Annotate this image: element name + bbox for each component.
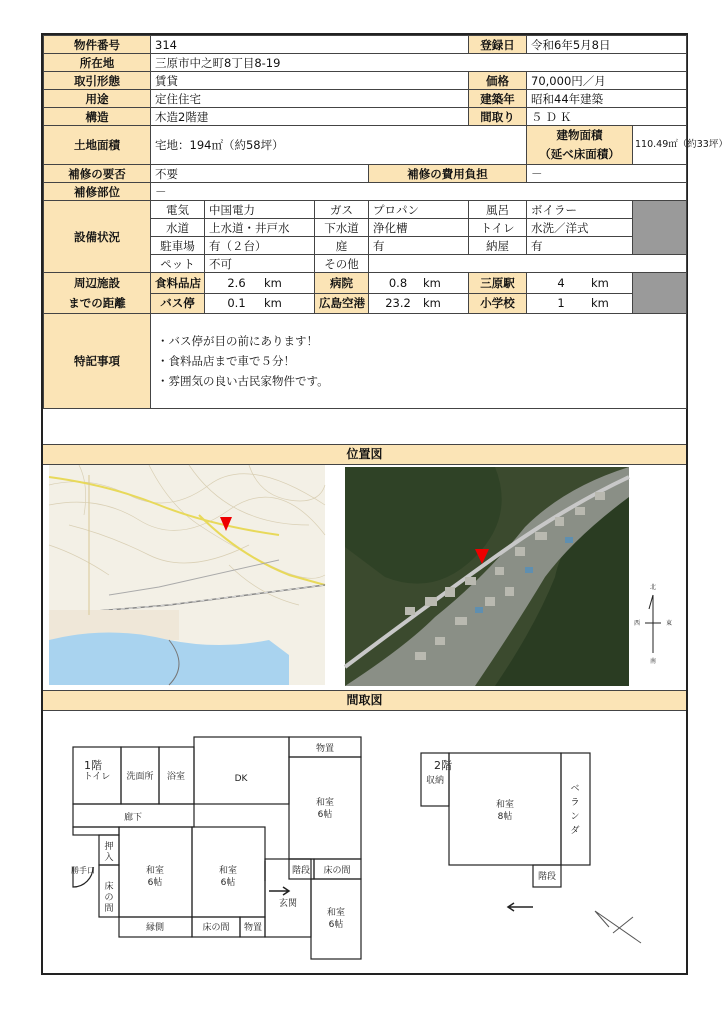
room-bath: 浴室 [166, 772, 186, 782]
facility-value: ボイラー [527, 201, 633, 219]
floor-area-label-1: 建物面積 [556, 128, 603, 142]
map-section-title: 位置図 [43, 444, 686, 465]
room-closet: 入 [104, 853, 114, 863]
facility-key: その他 [315, 255, 369, 273]
remark-line: ・バス停が目の前にあります！ [157, 334, 318, 348]
room-closet: 押 [104, 842, 114, 852]
room-entrance: 玄関 [278, 899, 298, 909]
repair-cost-value: － [527, 165, 687, 183]
unit-km: km [423, 296, 441, 311]
nearby-distance [205, 273, 315, 294]
price-value: 70,000円／月 [527, 72, 687, 90]
layout-value: ５ＤＫ [527, 108, 687, 126]
floor-area-label [527, 126, 633, 165]
nearby-key: 広島空港 [315, 293, 369, 314]
facility-value: 浄化槽 [369, 219, 469, 237]
facility-value: 有（２台） [205, 237, 315, 255]
room-veranda: ン [570, 812, 580, 822]
land-label: 土地面積 [44, 126, 151, 165]
room-washitsu: 和室 [495, 800, 515, 810]
deal-value: 賃貸 [151, 72, 469, 90]
nearby-key: 小学校 [469, 293, 527, 314]
layout-label: 間取り [469, 108, 527, 126]
room-washitsu: 和室 [326, 908, 346, 918]
facility-value: 水洗／洋式 [527, 219, 633, 237]
nearby-value: 1 [557, 296, 565, 311]
compass-south: 南 [649, 658, 657, 665]
unit-km: km [423, 275, 441, 290]
facility-key: 水道 [151, 219, 205, 237]
nearby-distance [205, 293, 315, 314]
registered-label: 登録日 [469, 36, 527, 54]
room-washitsu: 和室 [218, 866, 238, 876]
room-six: 6帖 [328, 920, 344, 930]
property-info-table [43, 35, 728, 409]
compass-small-icon [595, 911, 641, 943]
room-closet: 収納 [425, 776, 445, 786]
facility-key: トイレ [469, 219, 527, 237]
nearby-distance [369, 293, 469, 314]
use-label: 用途 [44, 90, 151, 108]
room-six: 6帖 [317, 810, 333, 820]
room-hallway: 廊下 [123, 813, 143, 823]
room-six: 6帖 [147, 878, 163, 888]
repair-part-label: 補修部位 [44, 183, 151, 201]
number-label: 物件番号 [44, 36, 151, 54]
facility-key: 納屋 [469, 237, 527, 255]
land-value: 宅地：194㎡（約58坪） [151, 126, 527, 165]
aerial-photo [345, 467, 629, 686]
structure-value: 木造2階建 [151, 108, 469, 126]
nearby-value: 0.8 [388, 275, 408, 290]
floor1-title: 1階 [84, 759, 102, 772]
floor-area-label-2: （延べ床面積） [539, 147, 620, 161]
floorplan-section-title: 間取図 [43, 690, 686, 711]
room-six: 6帖 [220, 878, 236, 888]
room-washitsu: 和室 [315, 798, 335, 808]
nearby-key: 食料品店 [151, 273, 205, 294]
compass-west: 西 [633, 620, 641, 627]
unit-km: km [264, 296, 282, 311]
nearby-value: 4 [557, 275, 565, 290]
room-toilet: トイレ [83, 772, 111, 782]
floor2-title: 2階 [434, 759, 452, 772]
room-stairs: 階段 [537, 872, 557, 882]
facility-value: プロパン [369, 201, 469, 219]
facility-key: 庭 [315, 237, 369, 255]
nearby-distance [369, 273, 469, 294]
nearby-blank [633, 273, 687, 314]
room-tokonoma: 床の間 [202, 923, 230, 933]
nearby-key: 三原駅 [469, 273, 527, 294]
facility-key: 駐車場 [151, 237, 205, 255]
nearby-key: 病院 [315, 273, 369, 294]
room-storage: 物置 [315, 744, 335, 754]
unit-km: km [591, 296, 609, 311]
facility-value: 有 [369, 237, 469, 255]
property-sheet [41, 33, 728, 975]
built-label: 建築年 [469, 90, 527, 108]
repair-part-value: － [151, 183, 687, 201]
facility-key: 風呂 [469, 201, 527, 219]
compass-north: 北 [649, 584, 657, 591]
room-veranda: ラ [570, 798, 580, 808]
remark-line: ・雰囲気の良い古民家物件です。 [157, 374, 329, 388]
nearby-label [44, 273, 151, 314]
room-washroom: 洗面所 [126, 772, 154, 782]
compass-icon [633, 575, 673, 665]
room-engawa: 縁側 [145, 923, 165, 933]
remark-line: ・食料品店まで車で５分！ [157, 354, 295, 368]
facility-value: 不可 [205, 255, 315, 273]
nearby-value: 2.6 [227, 275, 246, 290]
repair-value: 不要 [151, 165, 369, 183]
property-number: 314 [151, 36, 469, 54]
remarks-box [151, 314, 687, 409]
facility-key: ペット [151, 255, 205, 273]
room-veranda: ダ [570, 826, 580, 836]
facility-key: 下水道 [315, 219, 369, 237]
room-storage: 物置 [243, 923, 263, 933]
facility-value: 有 [527, 237, 633, 255]
room-tokonoma-v: 床 [104, 882, 114, 892]
facility-key: ガス [315, 201, 369, 219]
location-label: 所在地 [44, 54, 151, 72]
nearby-key: バス停 [151, 293, 205, 314]
nearby-label-2: までの距離 [68, 296, 126, 310]
room-veranda: ベ [570, 784, 580, 794]
repair-cost-label: 補修の費用負担 [369, 165, 527, 183]
use-value: 定住住宅 [151, 90, 469, 108]
nearby-value: 23.2 [385, 296, 411, 311]
unit-km: km [264, 275, 282, 290]
repair-label: 補修の要否 [44, 165, 151, 183]
room-tokonoma: 床の間 [323, 866, 351, 876]
facilities-label: 設備状況 [44, 201, 151, 273]
deal-label: 取引形態 [44, 72, 151, 90]
structure-label: 構造 [44, 108, 151, 126]
location-value: 三原市中之町8丁目8-19 [151, 54, 687, 72]
nearby-label-1: 周辺施設 [74, 276, 120, 290]
nearby-distance [527, 273, 633, 294]
nearby-distance [527, 293, 633, 314]
room-dk: DK [234, 774, 248, 784]
room-tokonoma-v: の [104, 893, 114, 903]
topographic-map [49, 465, 325, 685]
facility-value [369, 255, 687, 273]
room-tokonoma-v: 間 [104, 904, 114, 914]
unit-km: km [591, 275, 609, 290]
facility-value: 中国電力 [205, 201, 315, 219]
room-backdoor: 勝手口 [71, 866, 95, 875]
room-eight: 8帖 [497, 812, 513, 822]
floor-plan [43, 711, 686, 973]
nearby-value: 0.1 [227, 296, 246, 311]
price-label: 価格 [469, 72, 527, 90]
facility-value: 上水道・井戸水 [205, 219, 315, 237]
built-value: 昭和44年建築 [527, 90, 687, 108]
facility-key: 電気 [151, 201, 205, 219]
registered-date: 令和6年5月8日 [527, 36, 687, 54]
room-stairs: 階段 [291, 866, 311, 876]
floor-area-value: 110.49㎡（約33坪） [633, 126, 687, 165]
compass-east: 東 [665, 620, 673, 627]
room-washitsu: 和室 [145, 866, 165, 876]
facility-blank [633, 201, 687, 255]
remarks-label: 特記事項 [44, 314, 151, 409]
